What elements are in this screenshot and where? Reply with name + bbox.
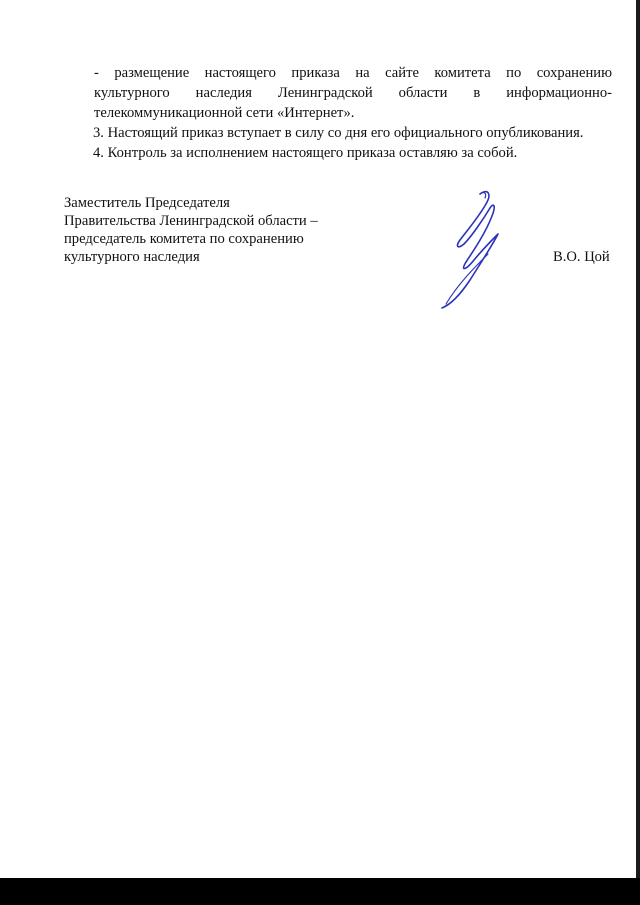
paragraph-line: культурного наследия Ленинградской области в информационно- xyxy=(94,85,612,101)
paragraph-line: - размещение настоящего приказа на сайте комитета по сохранению xyxy=(94,65,612,81)
signer-title-line: Правительства Ленинградской области – xyxy=(64,213,318,229)
paragraph-control: 4. Контроль за исполнением настоящего приказа оставляю за собой. xyxy=(93,145,518,161)
paragraph-website-placement xyxy=(64,63,612,123)
paragraph-effective-date: 3. Настоящий приказ вступает в силу со дня его официального опубликования. xyxy=(93,125,584,141)
signer-title-block xyxy=(64,194,364,266)
scan-edge xyxy=(636,0,640,878)
signer-title-line: председатель комитета по сохранению xyxy=(64,231,304,247)
signer-title-line: культурного наследия xyxy=(64,249,200,265)
paragraph-line: телекоммуникационной сети «Интернет». xyxy=(94,105,355,121)
handwritten-signature xyxy=(428,188,528,310)
signer-name: В.О. Цой xyxy=(553,249,610,265)
signer-title-line: Заместитель Председателя xyxy=(64,195,230,211)
